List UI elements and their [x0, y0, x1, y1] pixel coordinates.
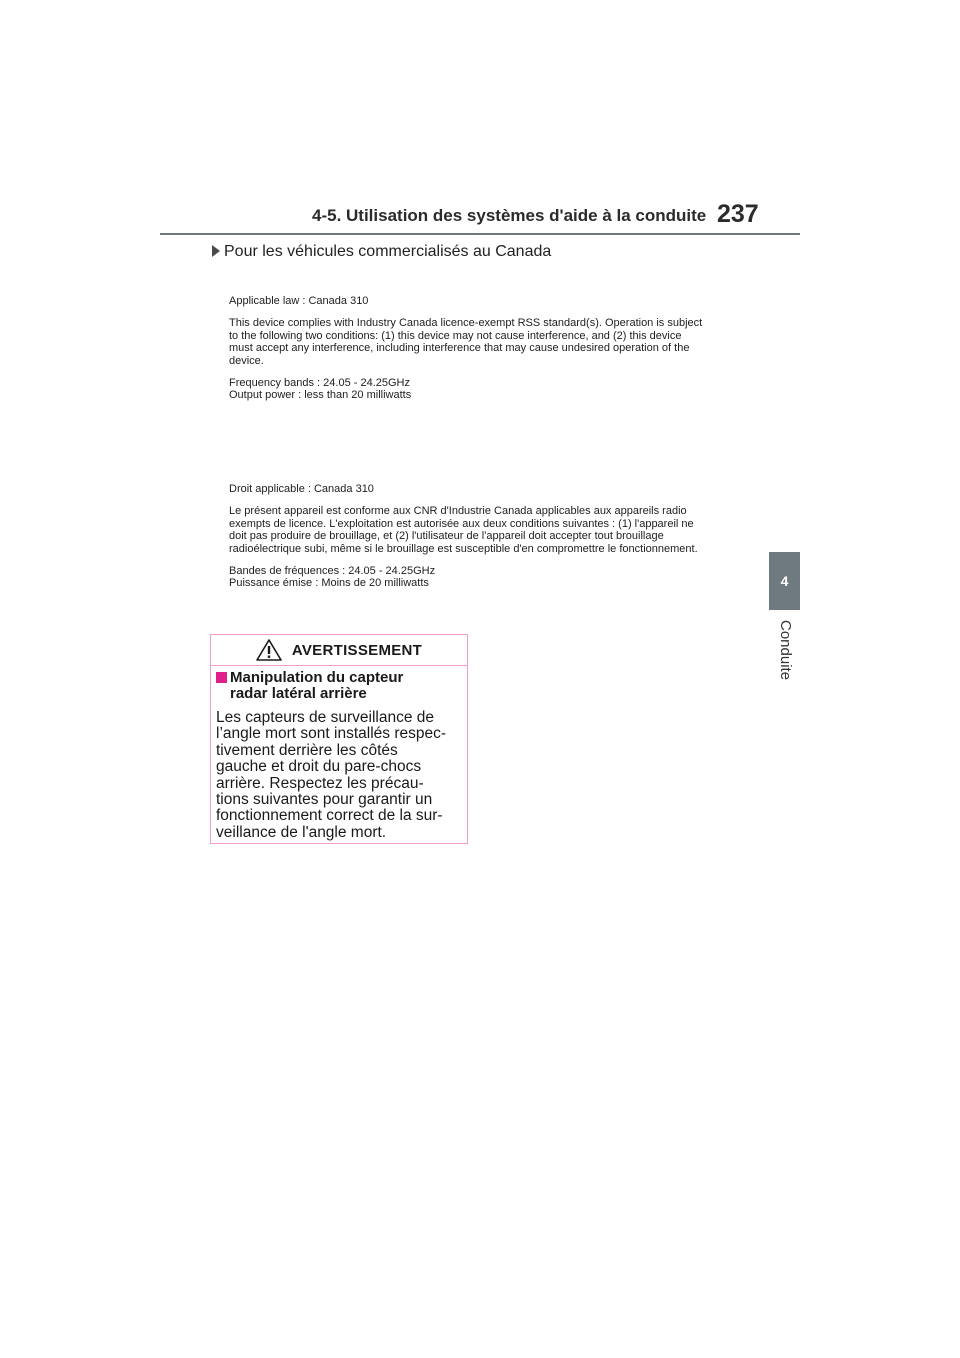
warning-header — [211, 635, 467, 666]
compliance-line: exempts de licence. L'exploitation est autorisée aux deux conditions suivantes : (1) l'appareil ne — [229, 517, 694, 530]
compliance-line: This device complies with Industry Canada licence-exempt RSS standard(s). Operation is subject — [229, 317, 703, 330]
page-number: 237 — [717, 200, 759, 228]
english-regulatory-label — [229, 295, 749, 402]
chapter-tab: 4 — [769, 552, 800, 610]
frequency-fr: Bandes de fréquences : 24.05 - 24.25GHz — [229, 565, 436, 578]
compliance-line: doit pas produire de brouillage, et (2) l'utilisateur de l'appareil doit accepter tout brouillage — [229, 530, 664, 543]
header-divider — [160, 233, 800, 235]
warning-body-line: tions suivantes pour garantir un — [216, 791, 433, 809]
warning-body-line: arrière. Respectez les précau- — [216, 774, 424, 792]
compliance-line: Le présent appareil est conforme aux CNR d'Industrie Canada applicables aux appareils radio — [229, 505, 687, 518]
output-power-fr: Puissance émise : Moins de 20 milliwatts — [229, 577, 429, 590]
warning-body — [216, 710, 467, 841]
compliance-text-fr — [229, 505, 749, 555]
french-regulatory-label — [229, 483, 749, 590]
compliance-line: radioélectrique subi, même si le brouillage est susceptible d'en compromettre le fonctionnement. — [229, 542, 698, 555]
frequency-en: Frequency bands : 24.05 - 24.25GHz — [229, 377, 410, 390]
warning-subheading — [216, 670, 467, 702]
warning-body-line: gauche et droit du pare-chocs — [216, 758, 422, 776]
compliance-line: must accept any interference, including interference that may cause undesired operation of the — [229, 342, 690, 355]
square-bullet-icon — [216, 672, 227, 683]
warning-body-line: Les capteurs de surveillance de — [216, 709, 434, 726]
warning-body-line: l’angle mort sont installés respec- — [216, 725, 447, 743]
chapter-title: 4-5. Utilisation des systèmes d'aide à la conduite — [312, 206, 707, 225]
section-heading-text: Pour les véhicules commercialisés au Canada — [224, 243, 552, 260]
compliance-line: device. — [229, 354, 264, 367]
warning-box — [210, 634, 468, 844]
output-power-en: Output power : less than 20 milliwatts — [229, 389, 412, 402]
applicable-law-en: Applicable law : Canada 310 — [229, 295, 369, 307]
warning-title: AVERTISSEMENT — [291, 641, 423, 659]
warning-triangle-icon — [256, 639, 282, 661]
compliance-line: to the following two conditions: (1) this device may not cause interference, and (2) this device — [229, 329, 682, 342]
applicable-law-fr: Droit applicable : Canada 310 — [229, 483, 374, 495]
triangle-bullet-icon — [212, 245, 220, 257]
warning-body-line: veillance de l'angle mort. — [216, 823, 387, 841]
warning-body-line: tivement derrière les côtés — [216, 741, 398, 759]
chapter-tab-label: Conduite — [777, 620, 794, 681]
subheading-line: radar latéral arrière — [230, 685, 367, 702]
warning-body-line: fonctionnement correct de la sur- — [216, 807, 443, 825]
subheading-line: Manipulation du capteur — [230, 669, 404, 686]
compliance-text-en — [229, 317, 749, 367]
section-heading — [212, 243, 551, 261]
